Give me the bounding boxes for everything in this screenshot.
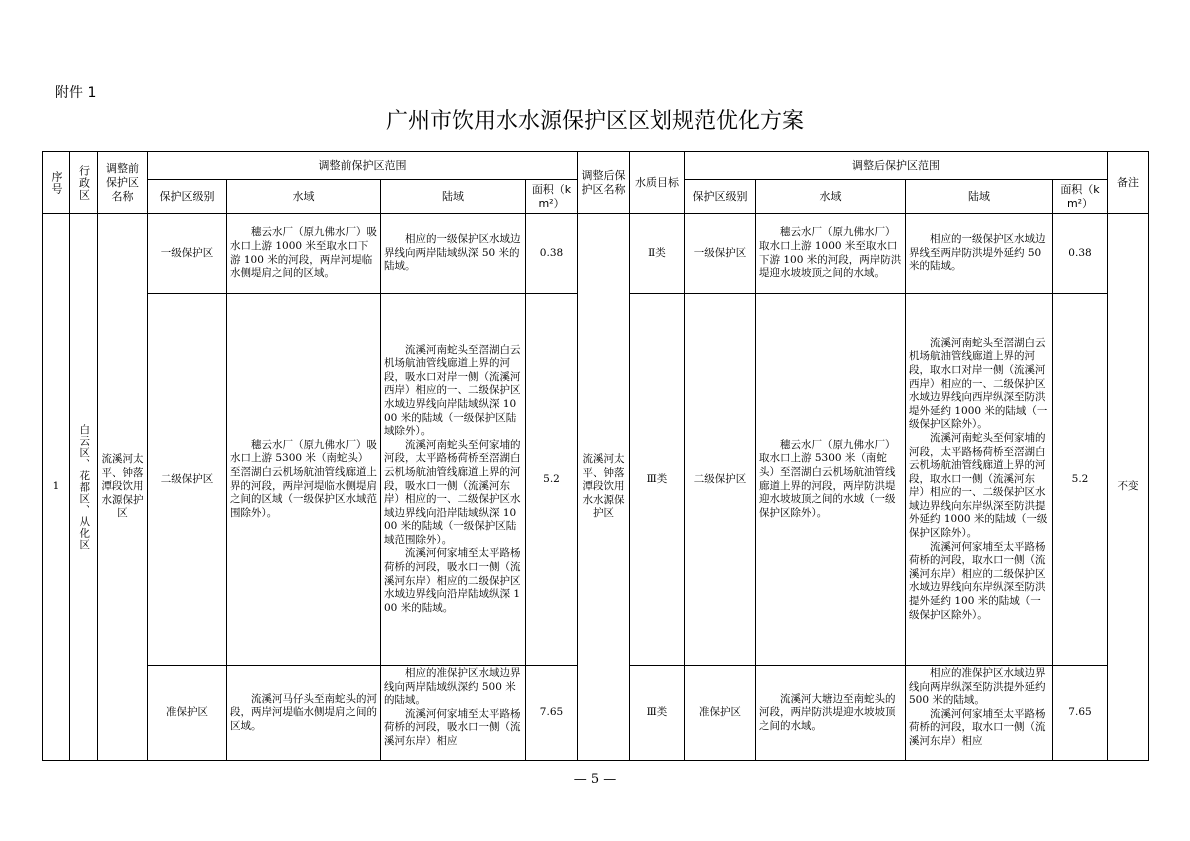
level-before: 二级保护区: [148, 294, 227, 666]
row-remark: 不变: [1108, 214, 1149, 761]
header-remark: 备注: [1108, 152, 1149, 214]
area-before: 5.2: [526, 294, 578, 666]
header-level-after: 保护区级别: [685, 180, 756, 214]
land-before: 相应的一级保护区水域边界线向两岸陆域纵深 50 米的陆域。: [381, 214, 526, 294]
land-after: 相应的一级保护区水域边界线至两岸防洪堤外延约 50 米的陆域。: [906, 214, 1053, 294]
header-district: 行政区: [70, 152, 98, 214]
water-after: 流溪河大塘边至南蛇头的河段，两岸防洪堤迎水坡坡顶之间的水域。: [756, 666, 906, 761]
row-name-before: 流溪河太平、钟落潭段饮用水源保护区: [98, 214, 148, 761]
level-after: 二级保护区: [685, 294, 756, 666]
header-water-target: 水质目标: [630, 152, 685, 214]
water-before: 穗云水厂（原九佛水厂）吸水口上游 5300 米（南蛇头）至滘湖白云机场航油管线廊道上界的河段，两岸河堤临水侧堤肩之间的区域（一级保护区水域范围除外）。: [227, 294, 381, 666]
water-target: Ⅱ类: [630, 214, 685, 294]
water-target: Ⅲ类: [630, 666, 685, 761]
header-area-after: 面积（km²）: [1053, 180, 1108, 214]
header-water-after: 水域: [756, 180, 906, 214]
header-land-before: 陆域: [381, 180, 526, 214]
area-before: 0.38: [526, 214, 578, 294]
header-water-before: 水域: [227, 180, 381, 214]
level-after: 一级保护区: [685, 214, 756, 294]
table-row: [43, 214, 1149, 294]
water-after: 穗云水厂（原九佛水厂）取水口上游 1000 米至取水口下游 100 米的河段，两岸防洪堤迎水坡坡顶之间的水域。: [756, 214, 906, 294]
water-after: 穗云水厂（原九佛水厂）取水口上游 5300 米（南蛇头）至滘湖白云机场航油管线廊道上界的河段，两岸防洪堤迎水坡坡顶之间的水域（一级保护区除外）。: [756, 294, 906, 666]
header-name-after: 调整后保护区名称: [578, 152, 630, 214]
header-land-after: 陆域: [906, 180, 1053, 214]
land-after: 相应的准保护区水域边界线向两岸纵深至防洪提外延约 500 米的陆域。 流溪河何家埔至太平路杨荷桥的河段，取水口一侧（流溪河东岸）相应: [906, 666, 1053, 761]
header-after-range: 调整后保护区范围: [685, 152, 1108, 180]
water-target: Ⅲ类: [630, 294, 685, 666]
land-after: 流溪河南蛇头至滘湖白云机场航油管线廊道上界的河段，取水口对岸一侧（流溪河西岸）相应的一、二级保护区水域边界线向西岸纵深至防洪堤外延约 1000 米的陆域（一级保护区除外）。 流溪河南蛇头至何家埔的河段，太平路杨荷桥至滘湖白云机场航油管线廊道上界的河段，取水口一侧（流溪河东岸）相应的一、二级保护区水域边界线向东岸纵深至防洪提外延约 1000 米的陆域（一级保护区除外）。 流溪河何家埔至太平路杨荷桥的河段，取水口一侧（流溪河东岸）相应的二级保护区水域边界线向东岸纵深至防洪提外延约 100 米的陆域（一级保护区除外）。: [906, 294, 1053, 666]
area-after: 5.2: [1053, 294, 1108, 666]
header-area-before: 面积（km²）: [526, 180, 578, 214]
header-name-before: 调整前保护区名称: [98, 152, 148, 214]
area-after: 7.65: [1053, 666, 1108, 761]
level-before: 准保护区: [148, 666, 227, 761]
header-seq: 序号: [43, 152, 70, 214]
land-before: 相应的准保护区水域边界线向两岸陆域纵深约 500 米的陆域。 流溪河何家埔至太平路杨荷桥的河段，吸水口一侧（流溪河东岸）相应: [381, 666, 526, 761]
land-before: 流溪河南蛇头至滘湖白云机场航油管线廊道上界的河段，吸水口对岸一侧（流溪河西岸）相应的一、二级保护区水域边界线向岸陆域纵深 1000 米的陆域（一级保护区陆域除外）。 流溪河南蛇头至何家埔的河段，太平路杨荷桥至滘湖白云机场航油管线廊道上界的河段，吸水口一侧（流溪河东岸）相应的一、二级保护区水域边界线向沿岸陆域纵深 1000 米的陆域（一级保护区陆域范围除外）。 流溪河何家埔至太平路杨荷桥的河段，吸水口一侧（流溪河东岸）相应的二级保护区水域边界线向沿岸陆域纵深 100 米的陆域。: [381, 294, 526, 666]
header-level-before: 保护区级别: [148, 180, 227, 214]
page-number: — 5 —: [573, 772, 617, 787]
level-before: 一级保护区: [148, 214, 227, 294]
document-title: 广州市饮用水水源保护区区划规范优化方案: [385, 109, 804, 134]
area-before: 7.65: [526, 666, 578, 761]
appendix-label: 附件 1: [55, 85, 97, 101]
row-seq: 1: [43, 214, 70, 761]
water-before: 穗云水厂（原九佛水厂）吸水口上游 1000 米至取水口下游 100 米的河段，两岸河堤临水侧堤肩之间的区域。: [227, 214, 381, 294]
protection-zone-table: [42, 151, 1149, 761]
level-after: 准保护区: [685, 666, 756, 761]
area-after: 0.38: [1053, 214, 1108, 294]
water-before: 流溪河马仔头至南蛇头的河段，两岸河堤临水侧堤肩之间的区域。: [227, 666, 381, 761]
row-district: 白云区、花都区、从化区: [70, 214, 98, 761]
row-name-after: 流溪河太平、钟落潭段饮用水水源保护区: [578, 214, 630, 761]
header-before-range: 调整前保护区范围: [148, 152, 578, 180]
